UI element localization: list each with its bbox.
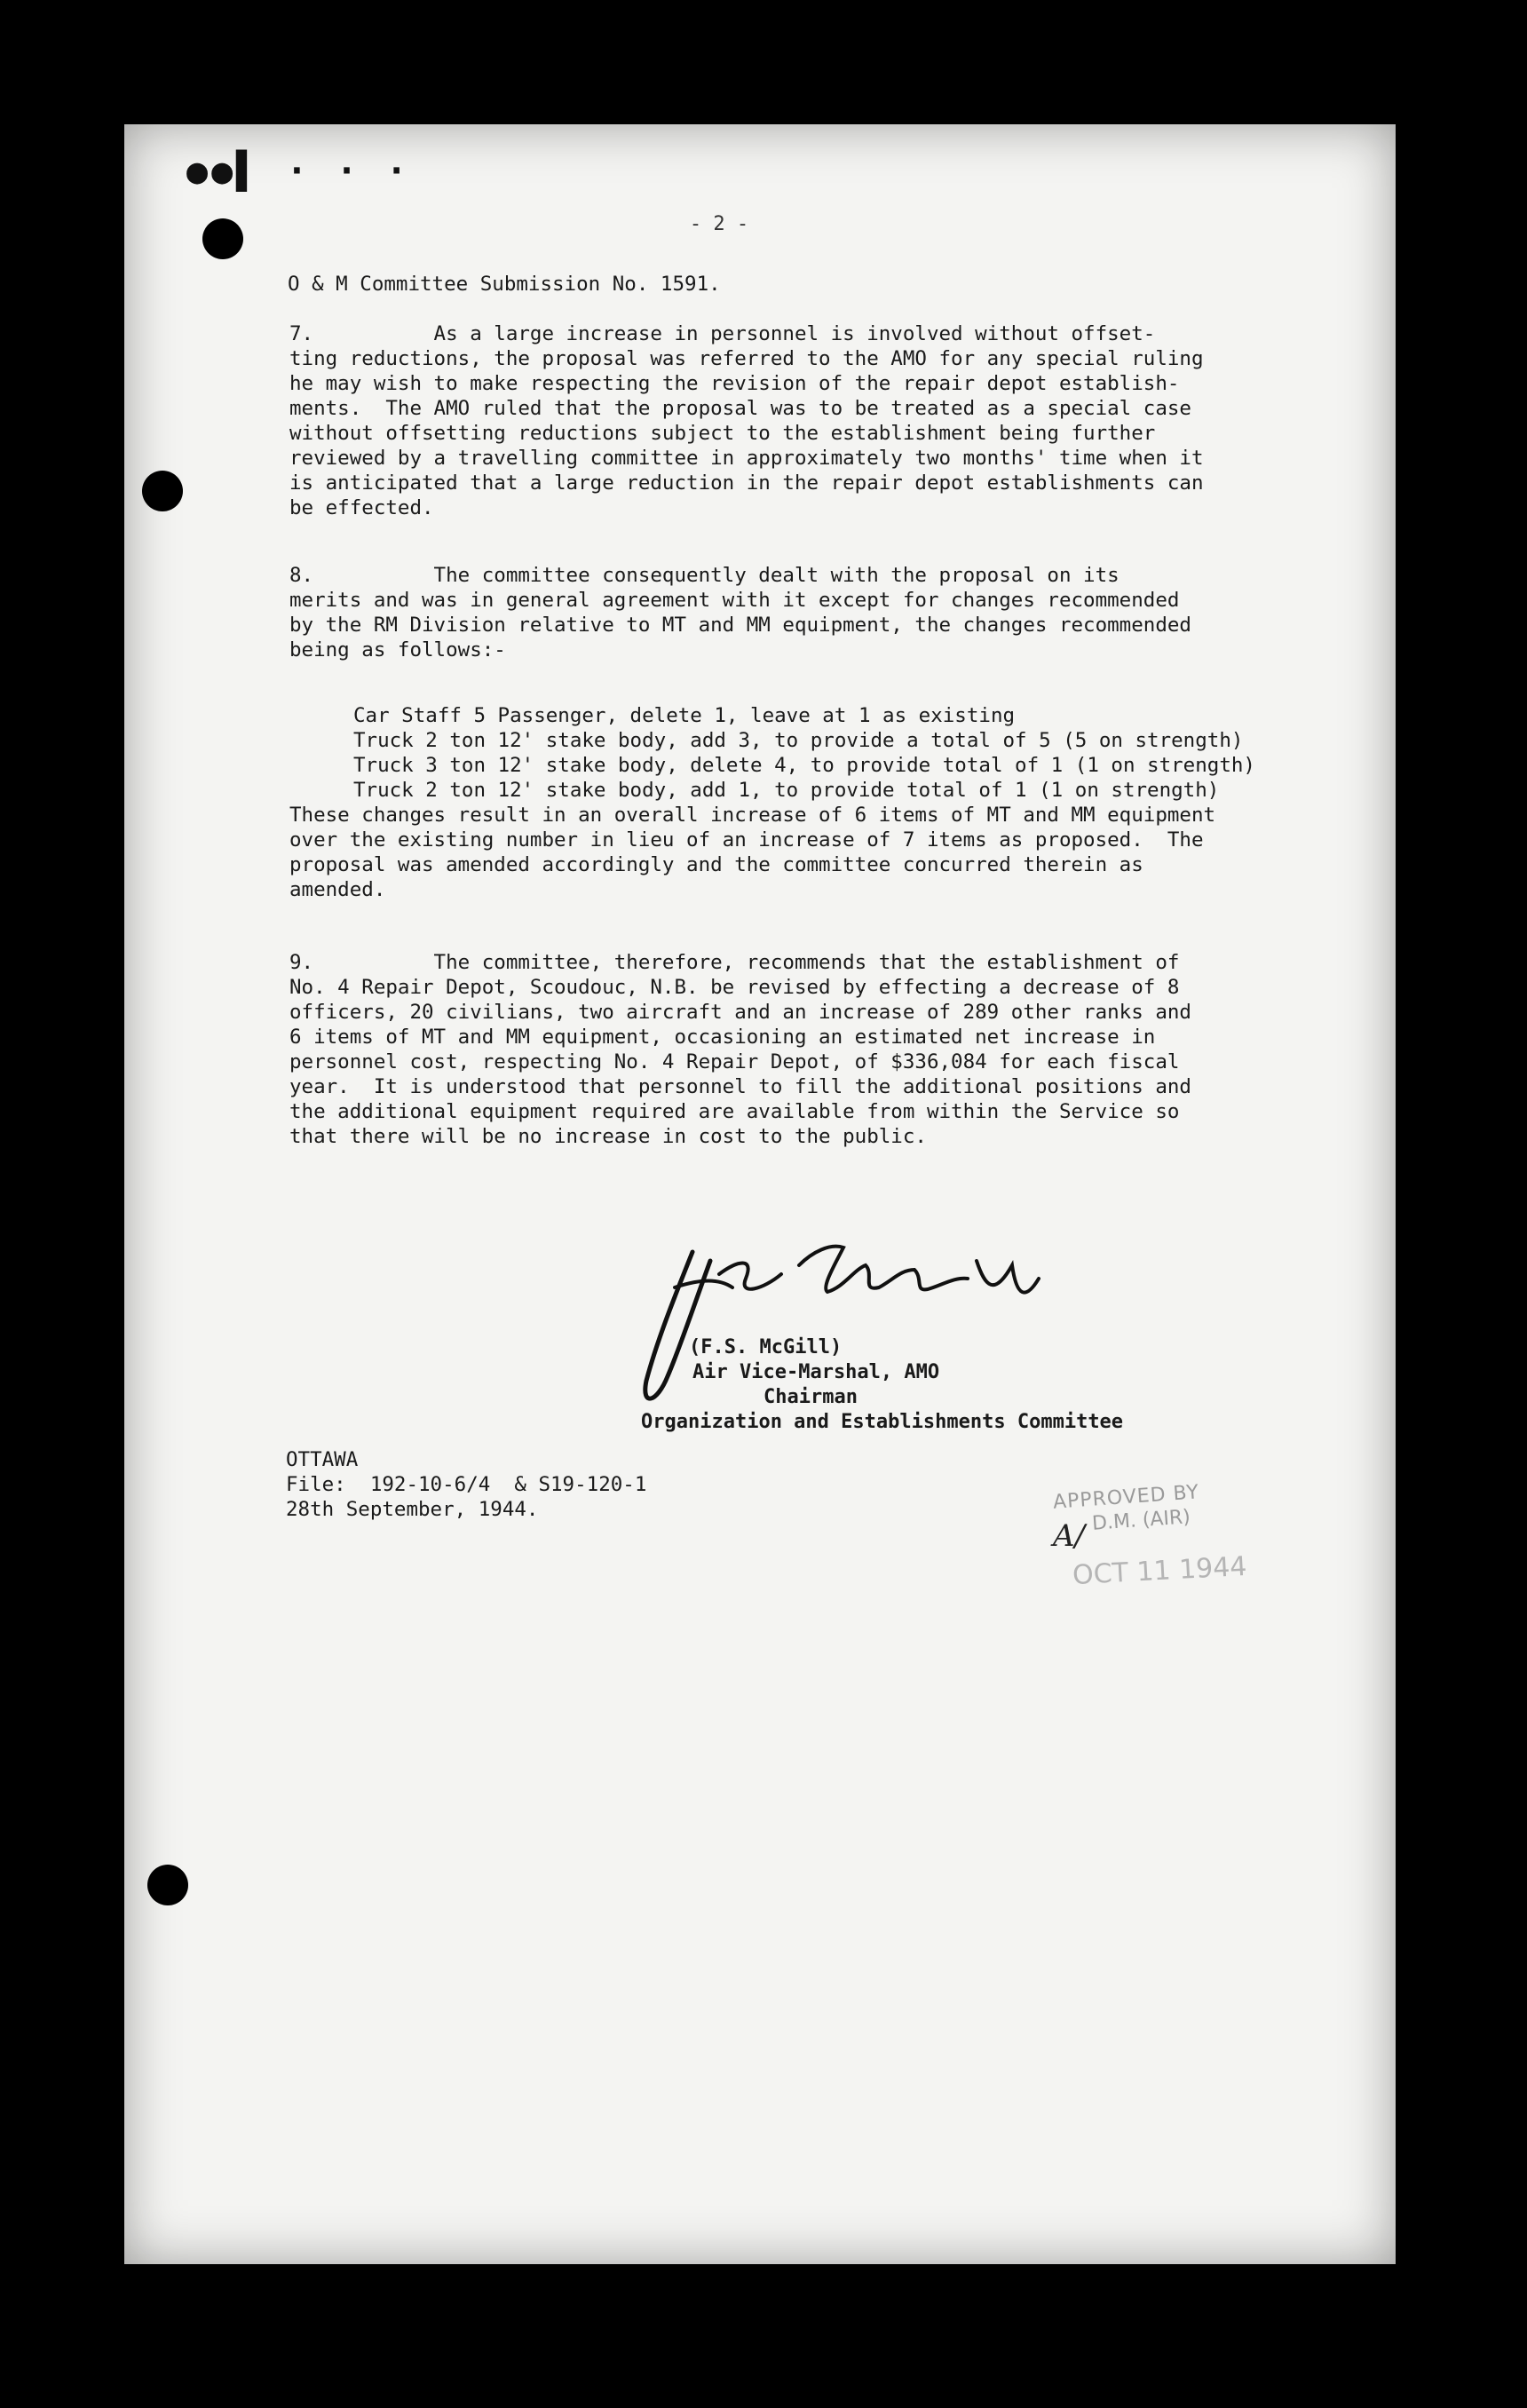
para9-line: officers, 20 civilians, two aircraft and an increase of 289 other ranks and (289, 1001, 1191, 1024)
para7-line: without offsetting reductions subject to the establishment being further (289, 422, 1156, 445)
scan-artifact-mark: ●●▌ · · · (186, 151, 411, 192)
para8-closing-line: amended. (289, 878, 386, 901)
para9-line: No. 4 Repair Depot, Scoudouc, N.B. be revised by effecting a decrease of 8 (289, 976, 1180, 999)
footer-file: File: 192-10-6/4 & S19-120-1 (286, 1473, 647, 1496)
punch-hole-bottom (147, 1865, 188, 1905)
equipment-change-item: Truck 2 ton 12' stake body, add 3, to provide a total of 5 (5 on strength) (353, 729, 1244, 752)
para7-line: he may wish to make respecting the revision of the repair depot establish- (289, 372, 1180, 395)
para8-line: 8. The committee consequently dealt with the proposal on its (289, 564, 1120, 587)
para7-line: is anticipated that a large reduction in the repair depot establishments can (289, 471, 1204, 495)
para8-line: merits and was in general agreement with it except for changes recommended (289, 589, 1180, 612)
punch-hole-top (202, 218, 243, 259)
para8-closing-line: These changes result in an overall increase of 6 items of MT and MM equipment (289, 804, 1216, 827)
submission-heading: O & M Committee Submission No. 1591. (288, 273, 721, 296)
para9-line: year. It is understood that personnel to fill the additional positions and (289, 1075, 1191, 1098)
para9-line: the additional equipment required are available from within the Service so (289, 1100, 1180, 1123)
footer-date: 28th September, 1944. (286, 1498, 539, 1521)
para8-line: being as follows:- (289, 638, 506, 661)
stamp-office: D.M. (AIR) (1091, 1506, 1191, 1535)
page-number: - 2 - (689, 213, 749, 235)
para7-line: be effected. (289, 496, 434, 519)
footer-city: OTTAWA (286, 1448, 359, 1471)
signatory-rank: Air Vice-Marshal, AMO (692, 1361, 940, 1383)
para9-line: 6 items of MT and MM equipment, occasioning an estimated net increase in (289, 1026, 1156, 1049)
para7-line: 7. As a large increase in personnel is involved without offset- (289, 322, 1156, 345)
stamp-date: OCT 11 1944 (1072, 1550, 1248, 1592)
signatory-name: (F.S. McGill) (689, 1336, 843, 1358)
signatory-committee: Organization and Establishments Committee (641, 1411, 1124, 1433)
para7-line: ting reductions, the proposal was referred to the AMO for any special ruling (289, 347, 1204, 370)
para9-line: 9. The committee, therefore, recommends that the establishment of (289, 951, 1180, 974)
para8-line: by the RM Division relative to MT and MM equipment, the changes recommended (289, 614, 1191, 637)
stamp-initials: A/ (1053, 1518, 1086, 1554)
signatory-role: Chairman (764, 1386, 858, 1408)
stamp-approved-by: APPROVED BY (1052, 1481, 1200, 1514)
equipment-change-item: Truck 2 ton 12' stake body, add 1, to provide total of 1 (1 on strength) (353, 779, 1220, 802)
equipment-change-item: Truck 3 ton 12' stake body, delete 4, to provide total of 1 (1 on strength) (353, 754, 1255, 777)
para8-closing-line: over the existing number in lieu of an increase of 7 items as proposed. The (289, 828, 1204, 852)
punch-hole-middle (142, 471, 183, 511)
para7-line: reviewed by a travelling committee in approximately two months' time when it (289, 447, 1204, 470)
para7-line: ments. The AMO ruled that the proposal was to be treated as a special case (289, 397, 1191, 420)
document-page (124, 124, 1396, 2264)
para9-line: personnel cost, respecting No. 4 Repair Depot, of $336,084 for each fiscal (289, 1050, 1180, 1073)
para9-line: that there will be no increase in cost to the public. (289, 1125, 927, 1148)
para8-closing-line: proposal was amended accordingly and the committee concurred therein as (289, 853, 1143, 876)
equipment-change-item: Car Staff 5 Passenger, delete 1, leave at 1 as existing (353, 704, 1016, 727)
